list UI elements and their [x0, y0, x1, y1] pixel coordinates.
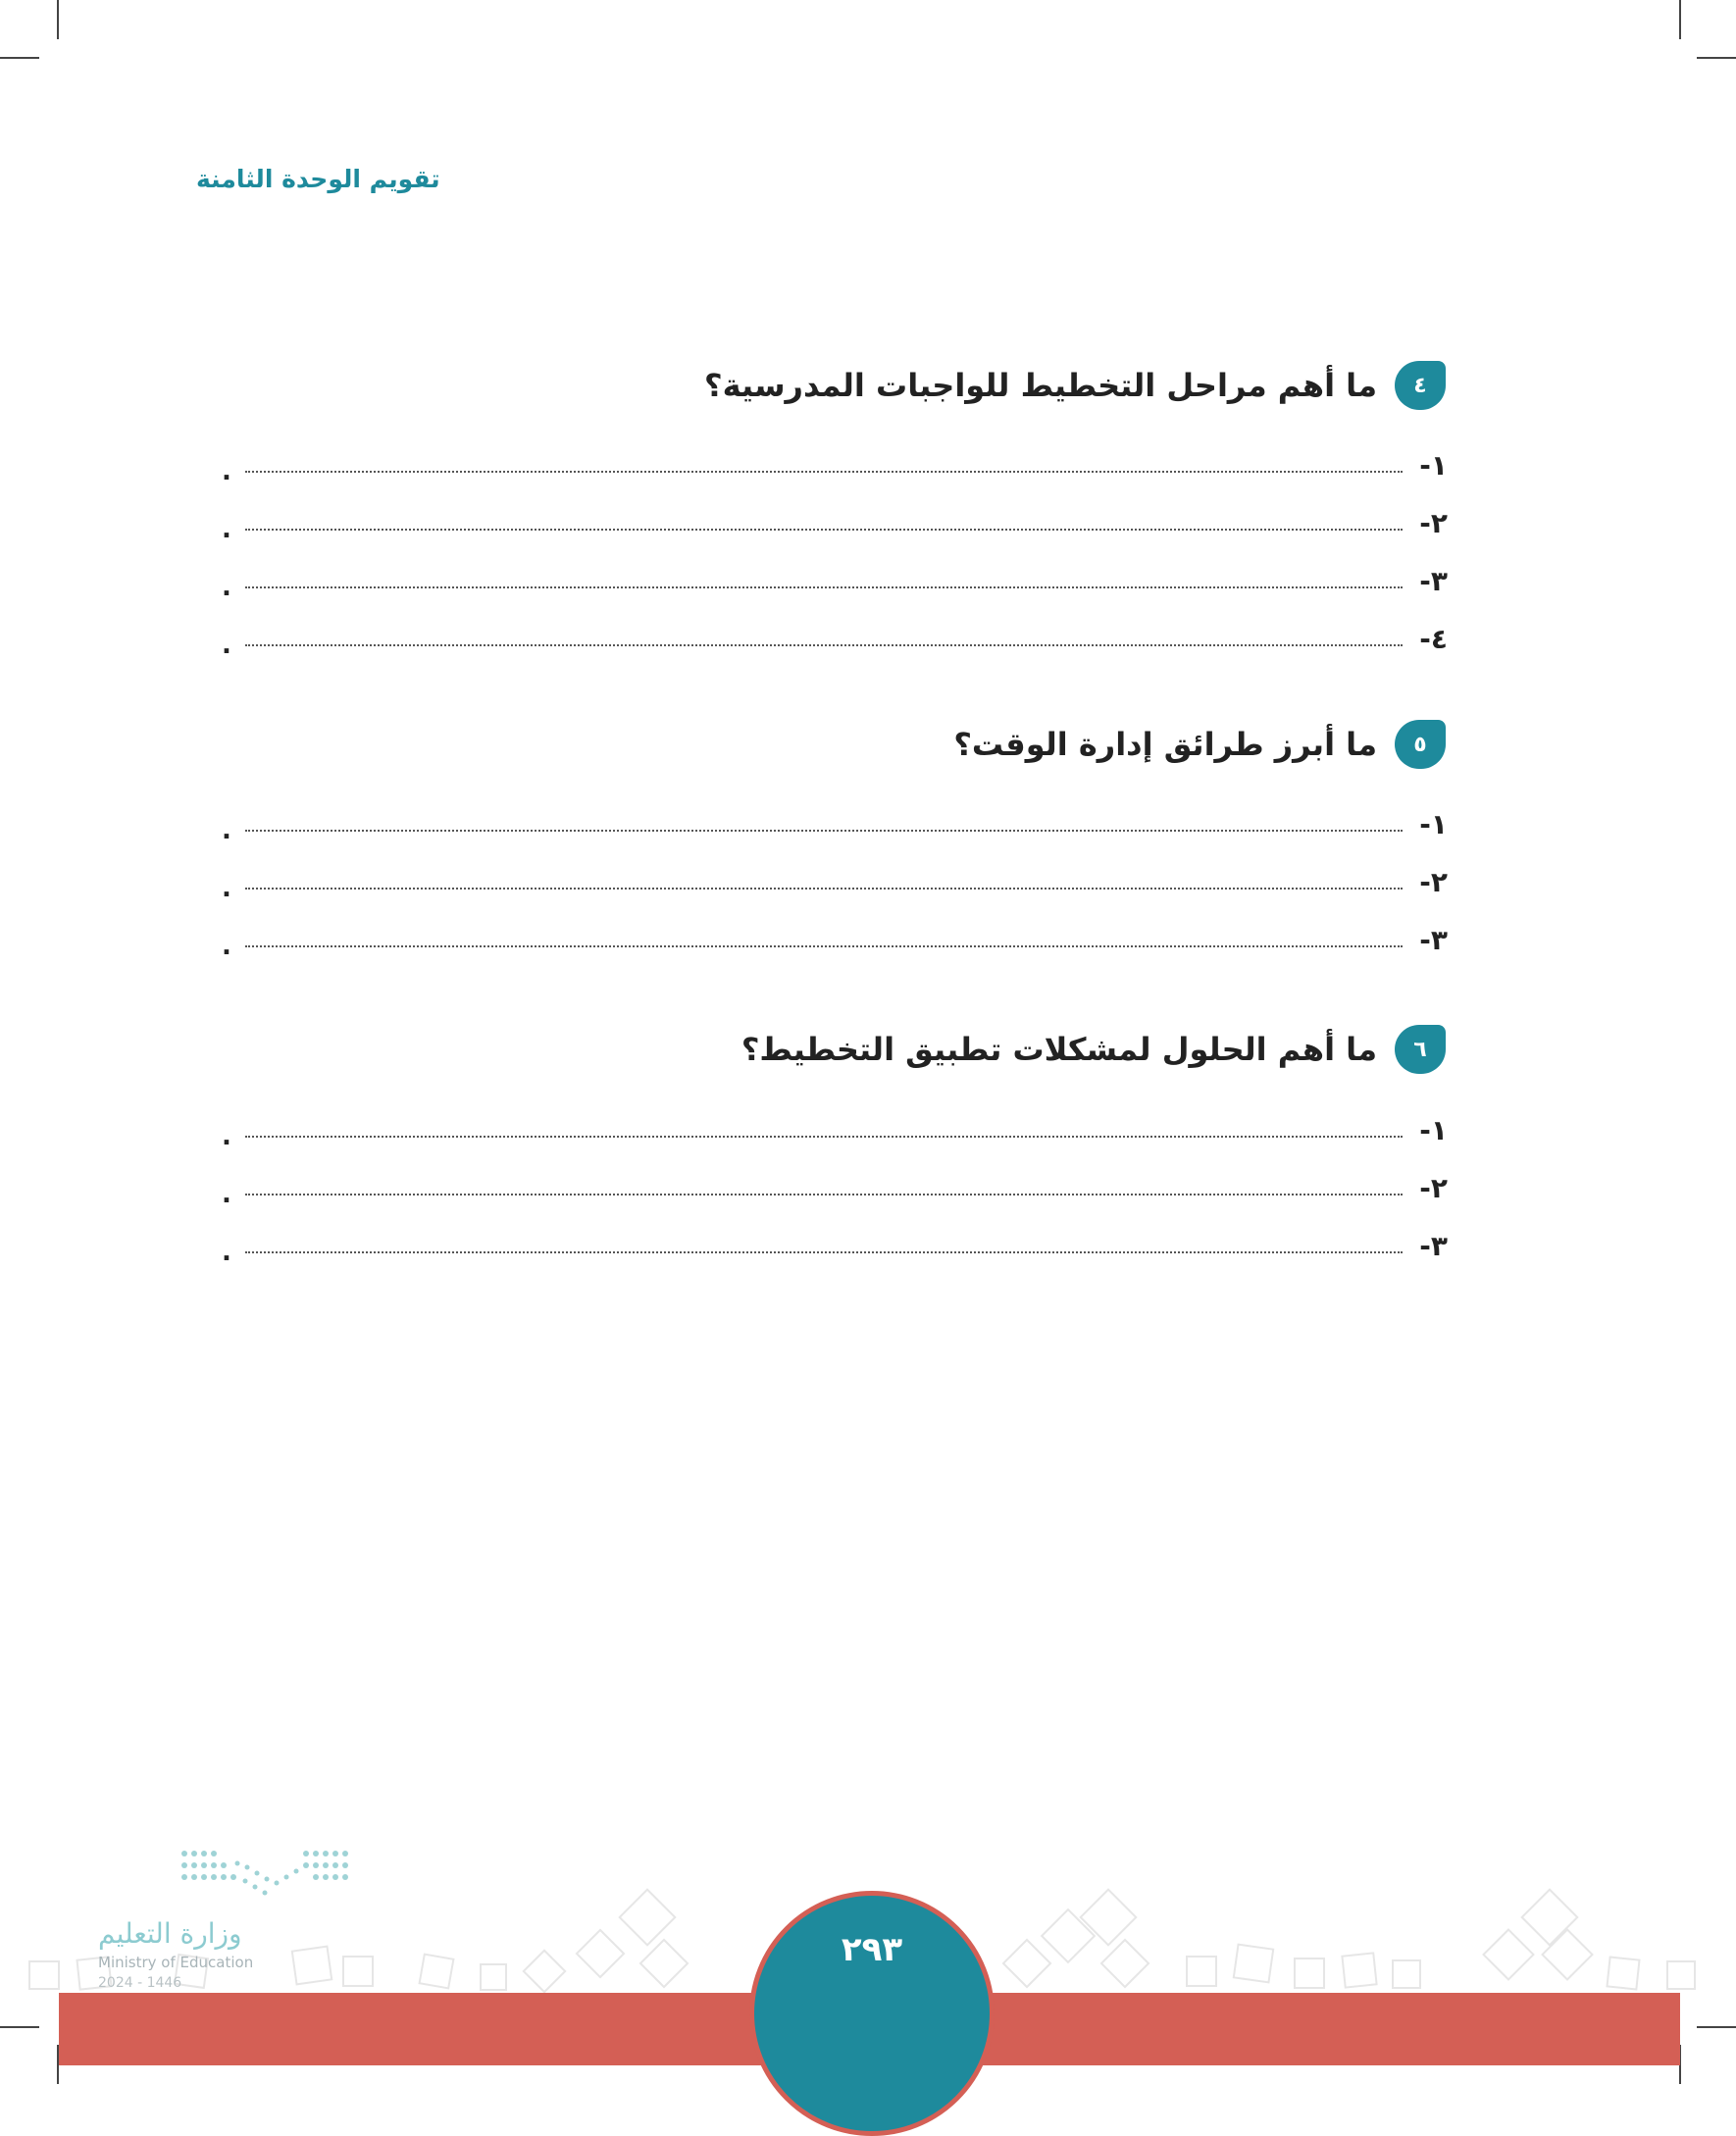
crop-mark — [1679, 0, 1681, 39]
dotted-line — [245, 1251, 1403, 1253]
answer-line[interactable] — [222, 808, 1448, 847]
answer-number: ١- — [1419, 808, 1448, 840]
question-5 — [953, 720, 1446, 769]
dotted-line — [245, 529, 1403, 531]
answer-number: ٣- — [1419, 1230, 1448, 1262]
crop-mark — [1697, 2026, 1736, 2028]
dotted-line — [245, 1194, 1403, 1195]
crop-mark — [0, 2026, 39, 2028]
answer-number: ١- — [1419, 1114, 1448, 1146]
question-6 — [741, 1025, 1446, 1074]
answer-end: . — [222, 573, 231, 602]
question-text: ما أبرز طرائق إدارة الوقت؟ — [953, 726, 1377, 763]
dotted-line — [245, 644, 1403, 646]
answer-number: ٣- — [1419, 565, 1448, 597]
question-text: ما أهم مراحل التخطيط للواجبات المدرسية؟ — [704, 367, 1377, 404]
answer-end: . — [222, 816, 231, 845]
dotted-line — [245, 830, 1403, 832]
answer-end: . — [222, 457, 231, 486]
answer-end: . — [222, 631, 231, 660]
answer-line[interactable] — [222, 1172, 1448, 1211]
answer-number: ٢- — [1419, 866, 1448, 898]
crop-mark — [0, 57, 39, 59]
answer-number: ٢- — [1419, 1172, 1448, 1204]
dotted-line — [245, 945, 1403, 947]
answer-end: . — [222, 932, 231, 961]
ministry-logo-year: 2024 - 1446 — [98, 1975, 182, 1991]
answer-line[interactable] — [222, 1114, 1448, 1153]
question-text: ما أهم الحلول لمشكلات تطبيق التخطيط؟ — [740, 1031, 1377, 1068]
answer-line[interactable] — [222, 924, 1448, 963]
ministry-logo-arabic: وزارة التعليم — [98, 1917, 242, 1950]
answer-number: ٢- — [1419, 507, 1448, 539]
answer-end: . — [222, 515, 231, 544]
answer-line[interactable] — [222, 866, 1448, 905]
answer-number: ١- — [1419, 449, 1448, 482]
answer-end: . — [222, 1238, 231, 1267]
question-4 — [704, 361, 1446, 410]
dotted-line — [245, 1136, 1403, 1138]
page-number: ٢٩٣ — [841, 1930, 903, 1969]
crop-mark — [57, 0, 59, 39]
answer-number: ٤- — [1419, 623, 1448, 655]
answer-line[interactable] — [222, 565, 1448, 604]
answer-end: . — [222, 1122, 231, 1151]
answer-line[interactable] — [222, 1230, 1448, 1269]
answer-end: . — [222, 874, 231, 903]
question-number-badge: ٥ — [1395, 720, 1446, 769]
dotted-line — [245, 471, 1403, 473]
answer-line[interactable] — [222, 623, 1448, 662]
answer-line[interactable] — [222, 507, 1448, 546]
answer-end: . — [222, 1180, 231, 1209]
ministry-logo-icon — [179, 1848, 350, 1907]
question-number-badge: ٤ — [1395, 361, 1446, 410]
ministry-logo-english: Ministry of Education — [98, 1954, 254, 1971]
page-number-circle — [749, 1891, 995, 2136]
unit-title: تقويم الوحدة الثامنة — [196, 165, 440, 193]
answer-number: ٣- — [1419, 924, 1448, 956]
question-number-badge: ٦ — [1395, 1025, 1446, 1074]
answer-line[interactable] — [222, 449, 1448, 488]
dotted-line — [245, 586, 1403, 588]
dotted-line — [245, 888, 1403, 890]
crop-mark — [1697, 57, 1736, 59]
